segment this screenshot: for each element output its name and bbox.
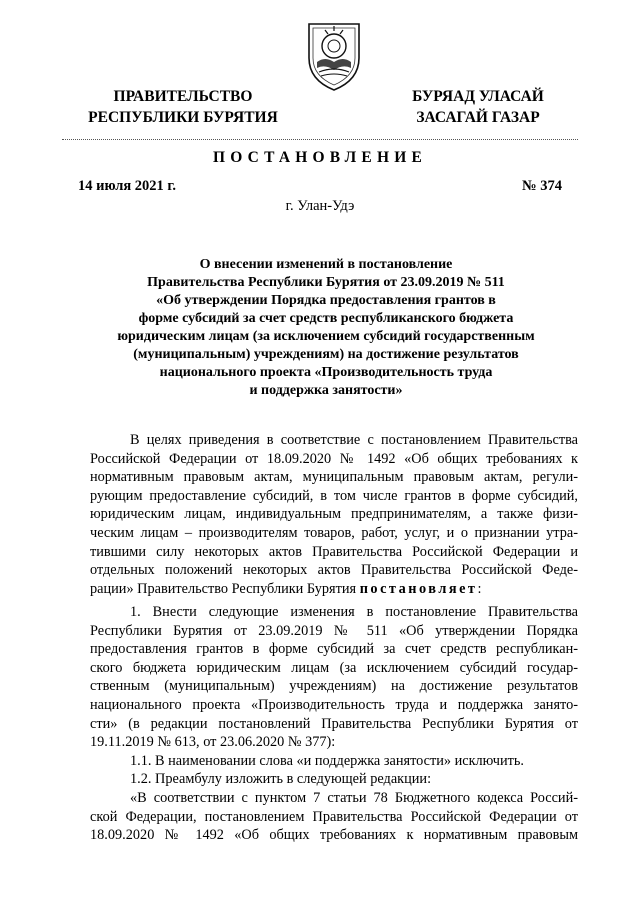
issuer-name-line: БУРЯАД УЛАСАЙ [412, 88, 544, 105]
body-line: «В соответствии с пунктом 7 статьи 78 Бюджетного кодекса Россий- [130, 789, 578, 806]
body-line: рующим предоставление субсидий, в том числе грантов в форме субсидий, [90, 487, 578, 504]
body-line: ственным (муниципальным) учреждениям) на достижение результатов [90, 678, 578, 695]
item-1-1: 1.1. В наименовании слова «и поддержка занятости» исключить. [130, 752, 524, 769]
item-1-paragraph [90, 603, 578, 845]
title-line: национального проекта «Производительность труда [159, 365, 493, 380]
body-line: национального проекта «Производительность труда и поддержка занято- [90, 696, 578, 713]
title-line: О внесении изменений в постановление [199, 257, 453, 272]
title-line: Правительства Республики Бурятия от 23.09.2019 № 511 [147, 275, 505, 290]
document-date: 14 июля 2021 г. [78, 178, 177, 194]
document-type: ПОСТАНОВЛЕНИЕ [212, 149, 428, 166]
body-line: ского бюджета юридическим лицам (за исключением субсидий государ- [90, 659, 578, 676]
body-line: ской Федерации, постановлением Правительства Российской Федерации от [90, 808, 578, 825]
title-line: (муниципальным) учреждениям) на достижение результатов [133, 347, 519, 362]
body-line: юридическим лицам, индивидуальным предпринимателям, а также физи- [90, 506, 578, 523]
body-line: В целях приведения в соответствие с постановлением Правительства [130, 432, 578, 448]
decree-word: постановляет [359, 580, 478, 597]
body-line: сти» (в редакции постановлений Правительства Республики Бурятия от [90, 715, 578, 732]
body-line: Республики Бурятия от 23.09.2019 № 511 «Об утверждении Порядка [90, 622, 578, 639]
body-line [90, 580, 578, 599]
item-1-2: 1.2. Преамбулу изложить в следующей редакции: [130, 771, 432, 788]
preamble-last-text: рации» Правительство Республики Бурятия [90, 580, 360, 597]
issuer-name-line: РЕСПУБЛИКИ БУРЯТИЯ [88, 109, 278, 126]
document-title [90, 256, 562, 400]
body-line: нормативным правовым актам, муниципальным правовым актам, регули- [90, 469, 578, 486]
body-line: предоставления грантов в форме субсидий за счет средств республикан- [90, 641, 578, 658]
preamble-paragraph [90, 431, 578, 598]
header-divider [62, 139, 578, 140]
body-line: отдельных положений некоторых актов Правительства Российской Феде- [90, 562, 578, 579]
issuer-name-line: ЗАСАГАЙ ГАЗАР [416, 109, 540, 126]
preamble-colon: : [477, 580, 482, 597]
body-line: 19.11.2019 № 613, от 23.06.2020 № 377): [90, 734, 336, 751]
document-number: № 374 [522, 178, 562, 194]
body-line: Российской Федерации от 18.09.2020 № 1492 «Об общих требованиях к [90, 450, 578, 467]
issuer-name-buryat [392, 86, 564, 128]
issuer-name-russian [78, 86, 288, 128]
title-line: и поддержка занятости» [249, 383, 403, 398]
title-line: форме субсидий за счет средств республиканского бюджета [138, 311, 514, 326]
title-line: «Об утверждении Порядка предоставления грантов в [156, 293, 496, 308]
title-line: юридическим лицам (за исключением субсидий государственным [117, 329, 535, 344]
coat-of-arms-emblem [301, 18, 367, 92]
issuer-name-line: ПРАВИТЕЛЬСТВО [113, 88, 253, 105]
document-city: г. Улан-Удэ [285, 198, 355, 214]
body-line: тившими силу некоторых актов Правительства Российской Федерации и [90, 543, 578, 560]
body-line: 1. Внести следующие изменения в постановление Правительства [130, 604, 578, 620]
body-line: 18.09.2020 № 1492 «Об общих требованиях к нормативным правовым [90, 827, 578, 844]
body-line: ческим лицам – производителям товаров, работ, услуг, и о признании утра- [90, 524, 578, 541]
